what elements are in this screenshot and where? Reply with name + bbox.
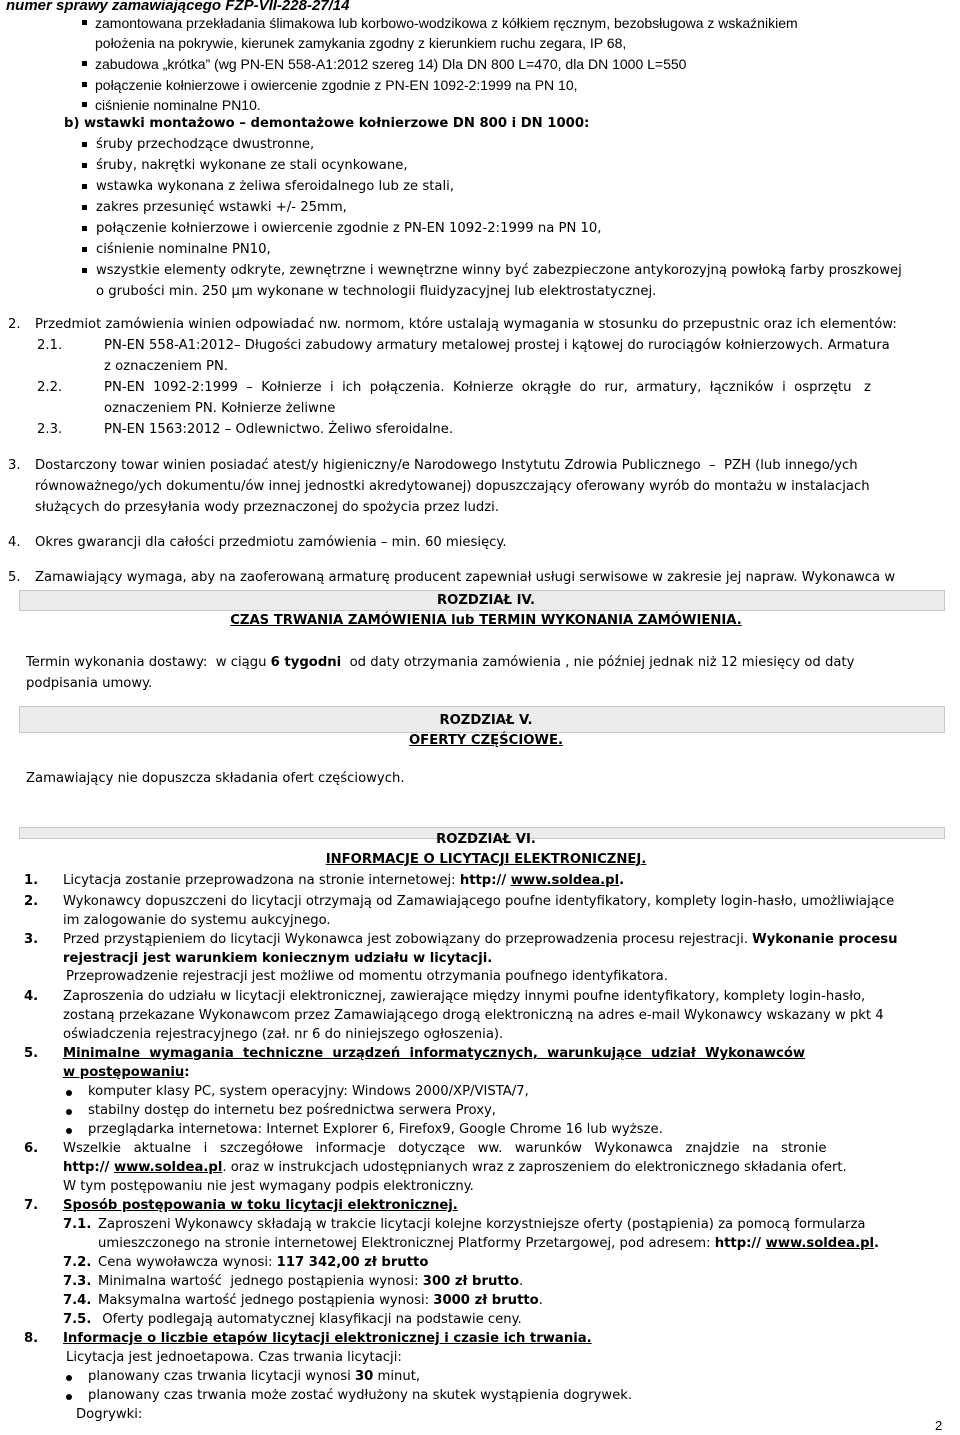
subitem-number: 7.3.	[63, 1274, 92, 1289]
subitem-number: 7.5.	[63, 1312, 92, 1327]
item-6-line1: Wszelkie aktualne i szczegółowe informacje dotyczące ww. warunków Wykonawca znajdzie na stronie	[63, 1141, 827, 1156]
item-4-line: oświadczenia rejestracyjnego (zał. nr 6 do niniejszego ogłoszenia).	[63, 1027, 504, 1042]
item-8-title: Informacje o liczbie etapów licytacji elektronicznej i czasie ich trwania.	[63, 1331, 592, 1346]
item-3-line3: Przeprowadzenie rejestracji jest możliwe od momentu otrzymania poufnego identyfikatora.	[66, 969, 668, 984]
soldea-link[interactable]: www.soldea.pl	[510, 873, 620, 888]
item-1-label: Licytacja zostanie przeprowadzona na stronie internetowej:	[63, 873, 460, 888]
url-prefix: http://	[714, 1236, 766, 1251]
item-6-line2	[63, 1159, 847, 1177]
subitem-number: 7.2.	[63, 1255, 92, 1270]
standard-line: PN-EN 1092-2:1999 – Kołnierze i ich połączenia. Kołnierze okrągłe do rur, armatury, łączników i osprzętu z	[104, 380, 871, 395]
chapter-title: ROZDZIAŁ V.	[439, 713, 533, 728]
paragraph-line: Dostarczony towar winien posiadać atest/y higieniczny/e Narodowego Instytutu Zdrowia Publicznego – PZH (lub innego/ych	[35, 458, 858, 473]
punct: .	[619, 873, 625, 888]
list-item: zakres przesunięć wstawki +/- 25mm,	[96, 200, 347, 215]
list-item: komputer klasy PC, system operacyjny: Windows 2000/XP/VISTA/7,	[88, 1084, 529, 1099]
starting-price-label: Cena wywoławcza wynosi:	[98, 1255, 277, 1270]
paragraph-number: 5.	[8, 570, 21, 585]
chapter-subtitle: OFERTY CZĘŚCIOWE.	[408, 733, 564, 748]
item-1-text	[63, 872, 624, 890]
item-2-line: im zalogowanie do systemu aukcyjnego.	[63, 913, 331, 928]
paragraph-number: 4.	[8, 535, 21, 550]
soldea-link[interactable]: www.soldea.pl	[765, 1236, 875, 1251]
url-prefix: http://	[459, 873, 511, 888]
subitem-line: Oferty podlegają automatycznej klasyfikacji na podstawie ceny.	[98, 1312, 522, 1327]
item-number: 7.	[24, 1198, 39, 1213]
min-bid-value: 300 zł brutto	[422, 1274, 520, 1289]
chapter-subtitle: INFORMACJE O LICYTACJI ELEKTRONICZNEJ.	[325, 852, 647, 867]
chapter-subtitle: CZAS TRWANIA ZAMÓWIENIA lub TERMIN WYKONANIA ZAMÓWIENIA.	[230, 613, 742, 628]
list-item: połączenie kołnierzowe i owiercenie zgodnie z PN-EN 1092-2:1999 na PN 10,	[95, 77, 578, 93]
subitem-number: 2.1.	[37, 338, 63, 353]
chapter-title: ROZDZIAŁ IV.	[436, 593, 536, 608]
standard-line: PN-EN 558-A1:2012– Długości zabudowy armatury metalowej prostej i kątowej do rurociągów kołnierzowych. Armatura	[104, 338, 890, 353]
item-3-line2: rejestracji jest warunkiem koniecznym udziału w licytacji.	[63, 951, 493, 966]
subitem-line: Zaproszeni Wykonawcy składają w trakcie licytacji kolejne korzystniejsze oferty (postąpienia) za pomocą formularza	[98, 1217, 866, 1232]
starting-price	[98, 1254, 428, 1272]
list-item: położenia na pokrywie, kierunek zamykania zgodny z kierunkiem ruchu zegara, IP 68,	[95, 35, 627, 51]
subitem-text: umieszczonego na stronie internetowej Elektronicznej Platformy Przetargowej, pod adresem:	[98, 1236, 715, 1251]
list-item: zamontowana przekładania ślimakowa lub korbowo-wodzikowa z kółkiem ręcznym, bezobsługowa z wskaźnikiem	[95, 15, 798, 31]
colon: :	[184, 1065, 190, 1080]
partial-offers-text: Zamawiający nie dopuszcza składania ofert częściowych.	[26, 771, 405, 786]
starting-price-value: 117 342,00 zł brutto	[276, 1255, 429, 1270]
list-item: ciśnienie nominalne PN10.	[95, 97, 261, 113]
item-3-line1	[63, 931, 898, 949]
deadline-text-b: od daty otrzymania zamówienia , nie później jednak niż 12 miesięcy od daty	[341, 655, 855, 670]
item-number: 2.	[24, 894, 39, 909]
subitem-number: 2.2.	[37, 380, 63, 395]
chapter-title: ROZDZIAŁ VI.	[436, 832, 536, 847]
item-number: 5.	[24, 1046, 39, 1061]
item-number: 8.	[24, 1331, 39, 1346]
paragraph-2-text: Przedmiot zamówienia winien odpowiadać nw. normom, które ustalają wymagania w stosunku do przepustnic oraz ich elementów:	[35, 317, 897, 332]
paragraph-number: 2.	[8, 317, 21, 332]
item-5-title: Minimalne wymagania techniczne urządzeń informatycznych, warunkujące udział Wykonawców	[63, 1046, 806, 1061]
list-item: przeglądarka internetowa: Internet Explorer 6, Firefox9, Google Chrome 16 lub wyższe.	[88, 1122, 663, 1137]
standard-line: oznaczeniem PN. Kołnierze żeliwne	[104, 401, 336, 416]
paragraph-4-text: Okres gwarancji dla całości przedmiotu zamówienia – min. 60 miesięcy.	[35, 535, 507, 550]
punct: .	[519, 1274, 524, 1289]
item-4-line: zostaną przekazane Wykonawcom przez Zamawiającego drogą elektroniczną na adres e-mail Wykonawcy wskazany w pkt 4	[63, 1008, 884, 1023]
paragraph-line: równoważnego/ych dokumentu/ów innej jednostki akredytowanej) dopuszczający oferowany wyrób do montażu w instalacjach	[35, 479, 870, 494]
paragraph-line: Zamawiający wymaga, aby na zaoferowaną armaturę producent zapewniał usługi serwisowe w zakresie jej napraw. Wykonawca w	[35, 570, 896, 585]
max-bid-label: Maksymalna wartość jednego postąpienia wynosi:	[98, 1293, 434, 1308]
document-header: numer sprawy zamawiającego FZP-VII-228-27/14	[6, 0, 350, 14]
item-4-line: Zaproszenia do udziału w licytacji elektronicznej, zawierające między innymi poufne identyfikatory, komplety login-hasło,	[63, 989, 866, 1004]
deadline-text-line2: podpisania umowy.	[26, 676, 153, 691]
subitem-number: 7.4.	[63, 1293, 92, 1308]
item-number: 3.	[24, 932, 39, 947]
item-6-tail: . oraz w instrukcjach udostępnianych wraz z zaproszeniem do elektronicznego składania ofert.	[222, 1160, 847, 1175]
min-bid-label: Minimalna wartość jednego postąpienia wynosi:	[98, 1274, 423, 1289]
deadline-weeks: 6 tygodni	[270, 655, 342, 670]
subitem-number: 7.1.	[63, 1217, 92, 1232]
item-6-line3: W tym postępowaniu nie jest wymagany podpis elektroniczny.	[63, 1179, 474, 1194]
max-bid	[98, 1292, 543, 1310]
list-item: o grubości min. 250 µm wykonane w technologii fluidyzacyjnej lub elektrostatycznej.	[96, 284, 657, 299]
deadline-text	[26, 654, 854, 672]
item-2-line: Wykonawcy dopuszczeni do licytacji otrzymają od Zamawiającego poufne identyfikatory, komplety login-hasło, umożliwiające	[63, 894, 895, 909]
overtime-label: Dogrywki:	[76, 1407, 143, 1422]
min-bid	[98, 1273, 523, 1291]
list-item	[88, 1368, 420, 1386]
item-number: 4.	[24, 989, 39, 1004]
paragraph-line: służących do przesyłania wody przeznaczonej do spożycia przez ludzi.	[35, 500, 500, 515]
duration-label: planowany czas trwania licytacji wynosi	[88, 1369, 355, 1384]
item-number: 1.	[24, 873, 39, 888]
section-b-heading: b) wstawki montażowo – demontażowe kołnierzowe DN 800 i DN 1000:	[64, 116, 590, 131]
item-5-title2-text: w postępowaniu	[63, 1065, 185, 1080]
list-item: zabudowa „krótka” (wg PN-EN 558-A1:2012 szereg 14) Dla DN 800 L=470, dla DN 1000 L=550	[95, 56, 687, 72]
list-item: planowany czas trwania może zostać wydłużony na skutek wystąpienia dogrywek.	[88, 1388, 633, 1403]
standard-line: z oznaczeniem PN.	[104, 359, 229, 374]
list-item: ciśnienie nominalne PN10,	[96, 242, 271, 257]
item-number: 6.	[24, 1141, 39, 1156]
item-8-line: Licytacja jest jednoetapowa. Czas trwania licytacji:	[66, 1350, 402, 1365]
item-3-text: Przed przystąpieniem do licytacji Wykonawca jest zobowiązany do przeprowadzenia procesu rejestracji.	[63, 932, 753, 947]
item-3-bold: Wykonanie procesu	[752, 932, 898, 947]
standard-line: PN-EN 1563:2012 – Odlewnictwo. Żeliwo sferoidalne.	[104, 422, 454, 437]
duration-unit: minut,	[373, 1369, 421, 1384]
url-prefix: http://	[63, 1160, 114, 1175]
page-number: 2	[935, 1418, 943, 1433]
list-item: połączenie kołnierzowe i owiercenie zgodnie z PN-EN 1092-2:1999 na PN 10,	[96, 221, 602, 236]
list-item: śruby przechodzące dwustronne,	[96, 137, 315, 152]
item-5-title2	[63, 1064, 190, 1082]
soldea-link[interactable]: www.soldea.pl	[113, 1160, 223, 1175]
list-item: wszystkie elementy odkryte, zewnętrzne i wewnętrzne winny być zabezpieczone antykorozyjną powłoką farby proszkowej	[96, 263, 902, 278]
item-7-title: Sposób postępowania w toku licytacji elektronicznej.	[63, 1198, 458, 1213]
list-item: stabilny dostęp do internetu bez pośrednictwa serwera Proxy,	[88, 1103, 496, 1118]
subitem-number: 2.3.	[37, 422, 63, 437]
subitem-line	[98, 1235, 879, 1253]
list-item: wstawka wykonana z żeliwa sferoidalnego lub ze stali,	[96, 179, 454, 194]
punct: .	[538, 1293, 543, 1308]
deadline-text-a: Termin wykonania dostawy: w ciągu	[26, 655, 271, 670]
list-item: śruby, nakrętki wykonane ze stali ocynkowane,	[96, 158, 408, 173]
duration-value: 30	[354, 1369, 374, 1384]
punct: .	[874, 1236, 880, 1251]
paragraph-number: 3.	[8, 458, 21, 473]
max-bid-value: 3000 zł brutto	[433, 1293, 539, 1308]
